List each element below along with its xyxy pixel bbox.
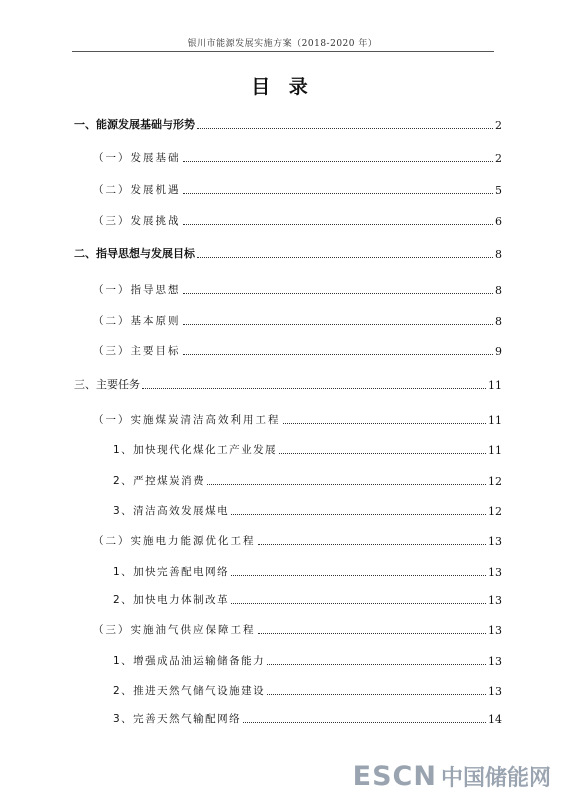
toc-leader-dots [183,354,494,355]
toc-leader-dots [258,633,487,634]
toc-entry[interactable] [113,712,502,726]
toc-leader-dots [183,161,494,162]
toc-entry[interactable] [113,443,502,457]
toc-page-number: 11 [488,444,502,457]
toc-entry-title: 2、加快电力体制改革 [113,594,230,606]
toc-entry[interactable] [113,504,502,518]
toc-entry[interactable] [113,684,502,698]
toc-page-number: 13 [488,566,502,579]
toc-page-number: 12 [488,475,502,488]
toc-entry-title: 1、加快现代化煤化工产业发展 [113,444,278,456]
toc-page-number: 6 [495,215,502,228]
toc-entry-title: （三）实施油气供应保障工程 [93,624,256,636]
toc-leader-dots [231,575,486,576]
toc-leader-dots [183,324,494,325]
toc-page-number: 5 [495,184,502,197]
toc-entry-title: （三）发展挑战 [93,215,181,227]
toc-entry[interactable] [93,151,502,165]
toc-entry[interactable] [93,183,502,197]
watermark-logo [353,761,551,792]
toc-leader-dots [183,193,494,194]
toc-page-number: 11 [488,414,502,427]
toc-page-number: 11 [488,379,502,392]
toc-page-number: 2 [495,152,502,165]
toc-entry-title: 3、完善天然气输配网络 [113,713,242,725]
toc-entry-title: （二）实施电力能源优化工程 [93,535,256,547]
toc-entry-title: （二）发展机遇 [93,184,181,196]
toc-leader-dots [243,722,486,723]
header-rule [72,51,494,52]
toc-entry-title: 2、严控煤炭消费 [113,475,206,487]
toc-entry[interactable] [113,593,502,607]
toc-entry-title: （一）指导思想 [93,284,181,296]
toc-entry[interactable] [113,654,502,668]
toc-entry-title: （三）主要目标 [93,345,181,357]
toc-entry[interactable] [113,474,502,488]
toc-entry[interactable] [93,214,502,228]
toc-entry-title: （一）发展基础 [93,152,181,164]
toc-entry[interactable] [93,314,502,328]
toc-leader-dots [183,293,494,294]
toc-entry-title: 1、增强成品油运输储备能力 [113,655,266,667]
toc-entry-title: 2、推进天然气储气设施建设 [113,685,266,697]
toc-entry-title: 一、能源发展基础与形势 [74,118,195,131]
running-header: 银川市能源发展实施方案（2018-2020 年） [187,39,378,49]
toc-entry[interactable] [93,413,502,427]
toc-entry-title: （二）基本原则 [93,315,181,327]
toc-entry-title: 三、主要任务 [74,378,140,391]
toc-entry-title: 1、加快完善配电网络 [113,566,230,578]
toc-leader-dots [197,257,493,258]
toc-page-number: 8 [495,315,502,328]
toc-page-number: 13 [488,594,502,607]
watermark-brand: ESCN [352,761,437,792]
toc-entry-title: 3、清洁高效发展煤电 [113,505,230,517]
toc-entry[interactable] [93,623,502,637]
toc-leader-dots [267,694,486,695]
toc-page-number: 13 [488,655,502,668]
toc-leader-dots [231,603,486,604]
toc-leader-dots [231,514,486,515]
toc-page-number: 12 [488,505,502,518]
toc-page-number: 2 [495,119,502,132]
toc-entry[interactable] [93,283,502,297]
toc-leader-dots [183,224,494,225]
toc-leader-dots [279,453,486,454]
toc-entry[interactable] [74,118,502,132]
toc-page-number: 8 [495,284,502,297]
toc-entry[interactable] [113,565,502,579]
toc-entry[interactable] [93,534,502,548]
toc-leader-dots [197,128,493,129]
toc-leader-dots [283,423,487,424]
toc-page-number: 13 [488,624,502,637]
toc-page-number: 13 [488,685,502,698]
toc-page-number: 13 [488,535,502,548]
toc-entry-title: 二、指导思想与发展目标 [74,247,195,260]
toc-leader-dots [142,388,486,389]
toc-page-number: 8 [495,248,502,261]
toc-entry[interactable] [74,378,502,392]
toc-entry[interactable] [74,247,502,261]
toc-entry[interactable] [93,344,502,358]
toc-leader-dots [207,484,486,485]
toc-title: 目 录 [251,76,314,98]
toc-page-number: 14 [488,713,502,726]
toc-entry-title: （一）实施煤炭清洁高效利用工程 [93,414,281,426]
watermark-site-name: 中国储能网 [440,766,551,791]
toc-leader-dots [267,664,486,665]
toc-leader-dots [258,544,487,545]
toc-page-number: 9 [495,345,502,358]
